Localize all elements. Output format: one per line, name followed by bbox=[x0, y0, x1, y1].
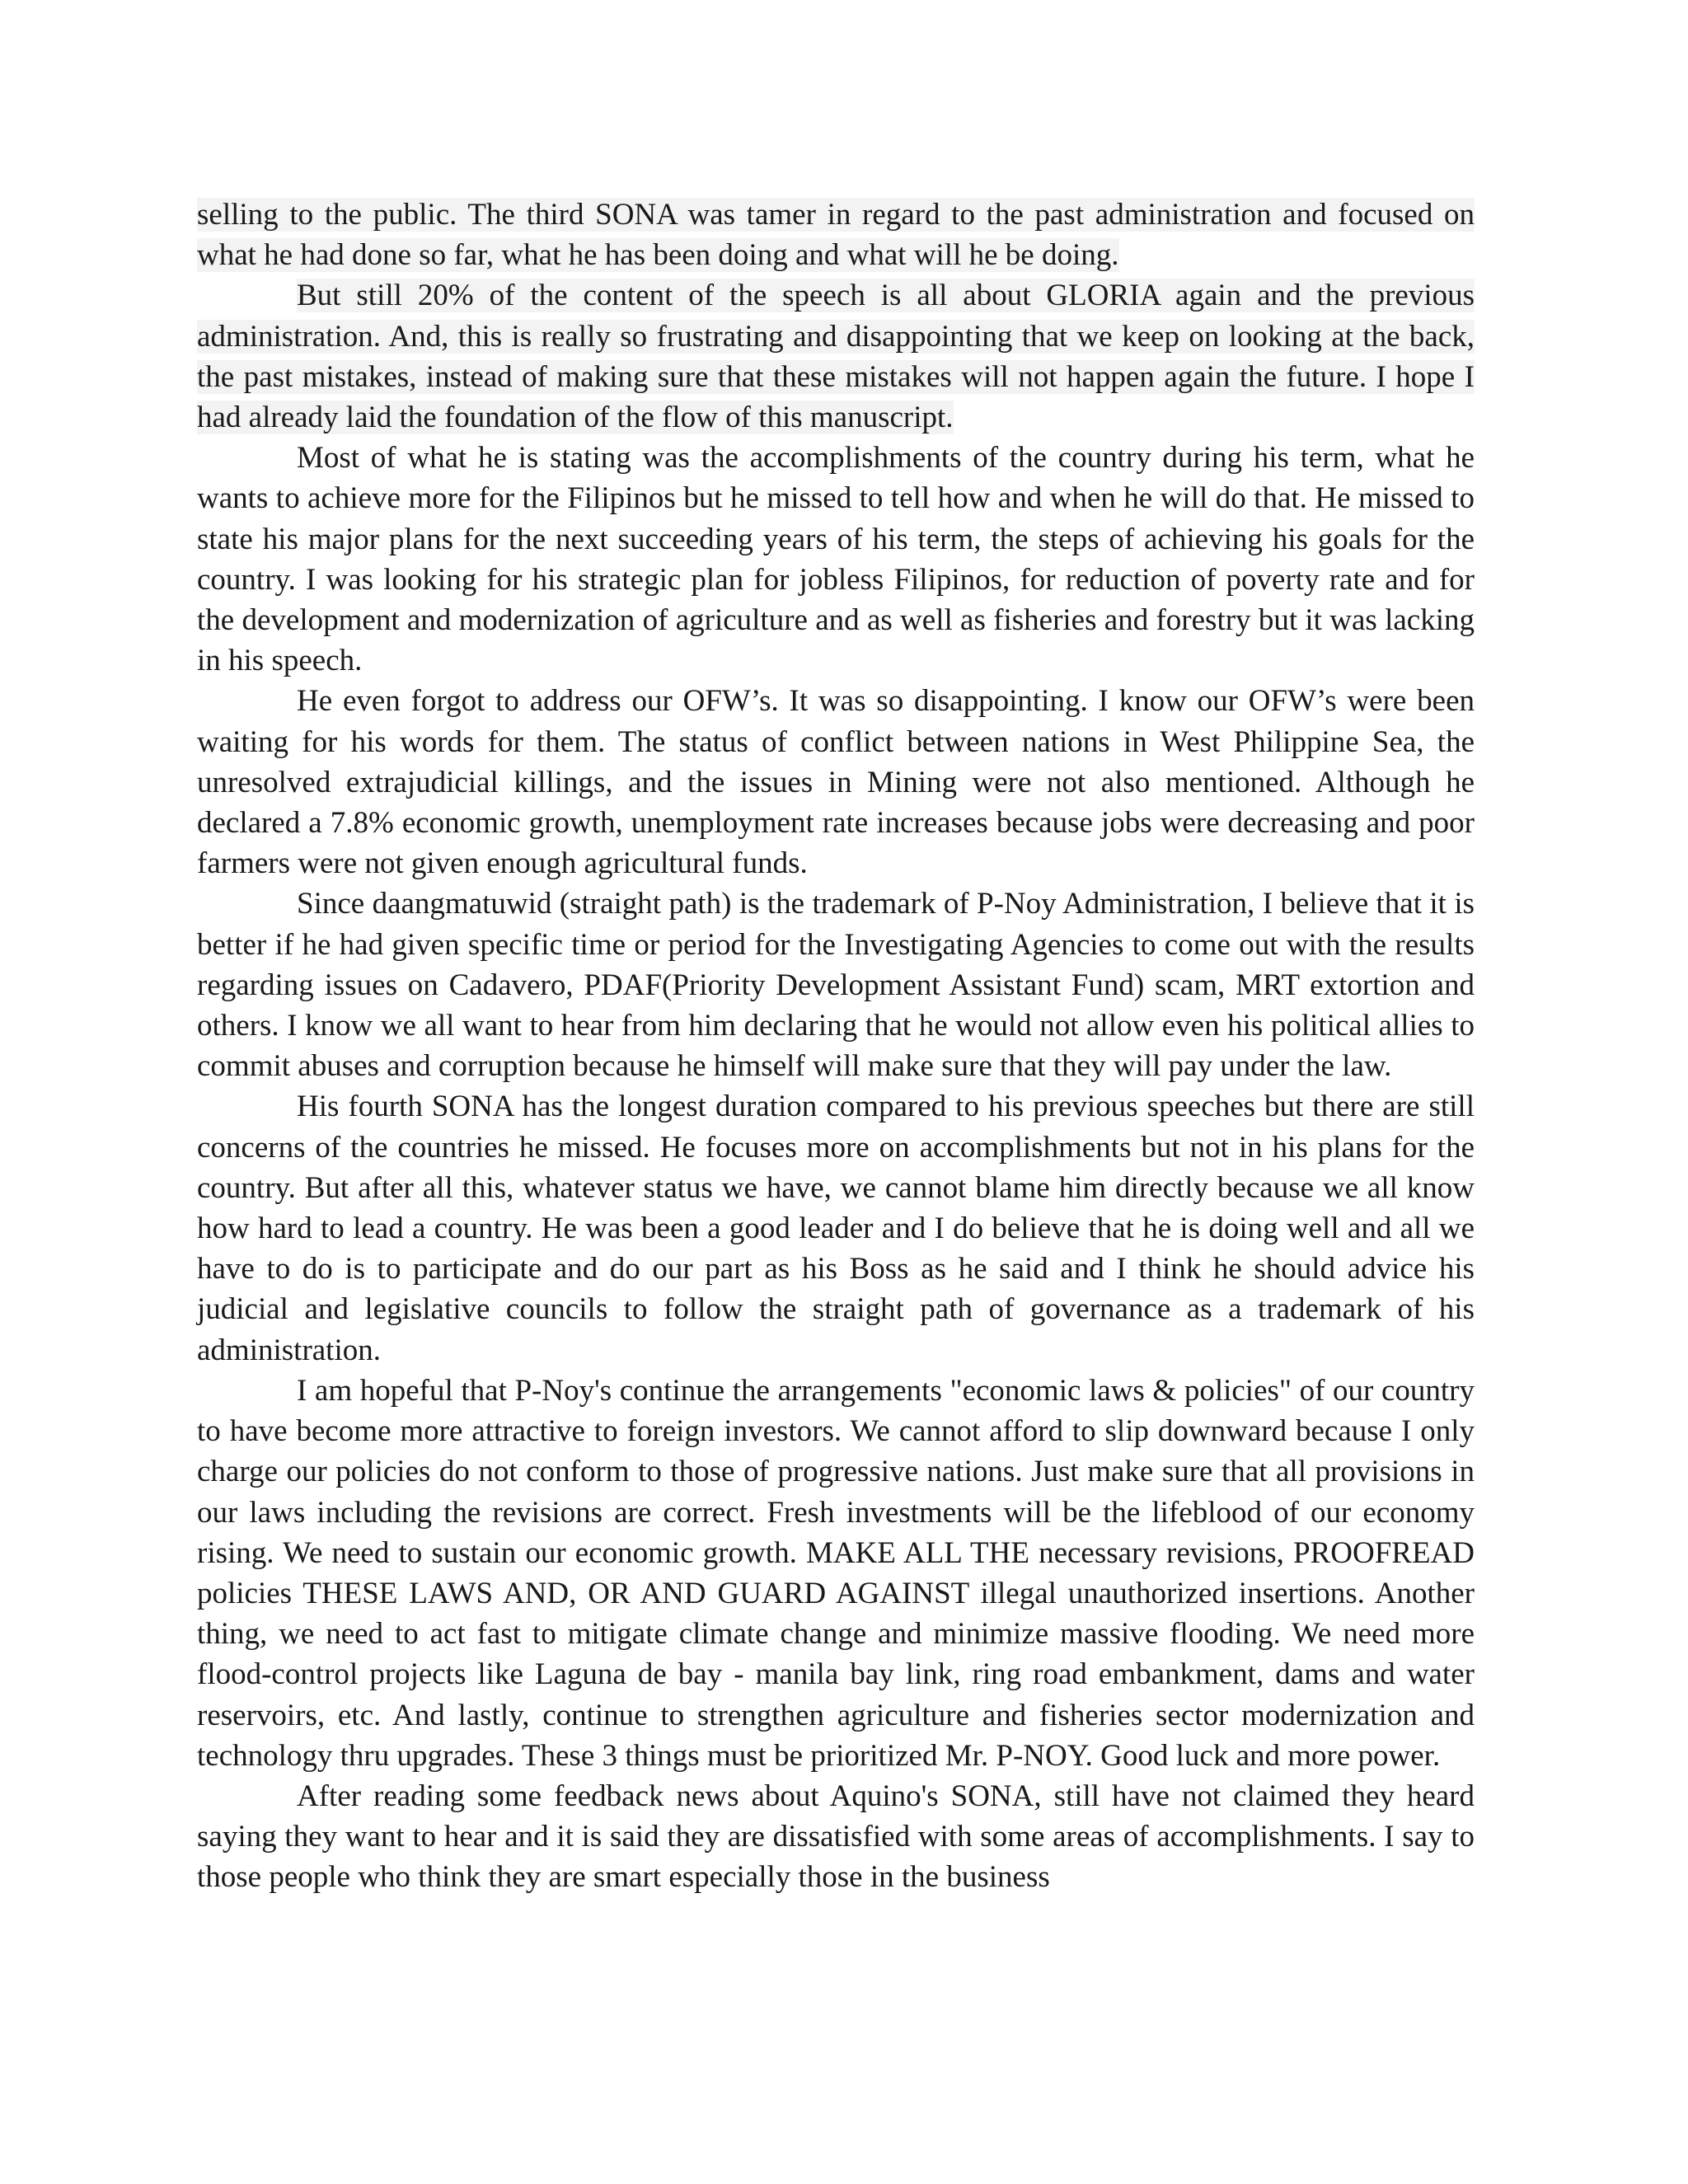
paragraph-1-text: selling to the public. The third SONA was tamer in regard to the past administration and focused on what he had done so far, what he has been doing and what will he be doing. bbox=[197, 198, 1475, 273]
document-page bbox=[197, 194, 1475, 1898]
paragraph-8: After reading some feedback news about Aquino's SONA, still have not claimed they heard saying they want to hear and it is said they are dissatisfied with some areas of accomplishments. I say to those people who think they are smart especially those in the business bbox=[197, 1779, 1475, 1895]
paragraph-2-text: But still 20% of the content of the speech is all about GLORIA again and the previous administration. And, this is really so frustrating and disappointing that we keep on looking at the back, the past mistakes, instead of making sure that these mistakes will not happen again the future. I hope I had already laid the foundation of the flow of this manuscript. bbox=[197, 279, 1475, 435]
paragraph-1 bbox=[197, 194, 1475, 275]
paragraph-5: Since daangmatuwid (straight path) is the trademark of P-Noy Administration, I believe that it is better if he had given specific time or period for the Investigating Agencies to come out with the results regarding issues on Cadavero, PDAF(Priority Development Assistant Fund) scam, MRT extortion and others. I know we all want to hear from him declaring that he would not allow even his political allies to commit abuses and corruption because he himself will make sure that they will pay under the law. bbox=[197, 887, 1475, 1084]
paragraph-6: His fourth SONA has the longest duration compared to his previous speeches but there are still concerns of the countries he missed. He focuses more on accomplishments but not in his plans for the country. But after all this, whatever status we have, we cannot blame him directly because we all know how hard to lead a country. He was been a good leader and I do believe that he is doing well and all we have to do is to participate and do our part as his Boss as he said and I think he should advice his judicial and legislative councils to follow the straight path of governance as a trademark of his administration. bbox=[197, 1090, 1475, 1367]
paragraph-7: I am hopeful that P-Noy's continue the arrangements "economic laws & policies" of our country to have become more attractive to foreign investors. We cannot afford to slip downward because I only charge our policies do not conform to those of progressive nations. Just make sure that all provisions in our laws including the revisions are correct. Fresh investments will be the lifeblood of our economy rising. We need to sustain our economic growth. MAKE ALL THE necessary revisions, PROOFREAD policies THESE LAWS AND, OR AND GUARD AGAINST illegal unauthorized insertions. Another thing, we need to act fast to mitigate climate change and minimize massive flooding. We need more flood-control projects like Laguna de bay - manila bay link, ring road embankment, dams and water reservoirs, etc. And lastly, continue to strengthen agriculture and fisheries sector modernization and technology thru upgrades. These 3 things must be prioritized Mr. P-NOY. Good luck and more power. bbox=[197, 1373, 1475, 1773]
paragraph-2 bbox=[197, 275, 1475, 438]
paragraph-3: Most of what he is stating was the accomplishments of the country during his term, what he wants to achieve more for the Filipinos but he missed to tell how and when he will do that. He missed to state his major plans for the next succeeding years of his term, the steps of achieving his goals for the country. I was looking for his strategic plan for jobless Filipinos, for reduction of poverty rate and for the development and modernization of agriculture and as well as fisheries and forestry but it was lacking in his speech. bbox=[197, 441, 1475, 678]
paragraph-4: He even forgot to address our OFW’s. It was so disappointing. I know our OFW’s were been waiting for his words for them. The status of conflict between nations in West Philippine Sea, the unresolved extrajudicial killings, and the issues in Mining were not also mentioned. Although he declared a 7.8% economic growth, unemployment rate increases because jobs were decreasing and poor farmers were not given enough agricultural funds. bbox=[197, 684, 1475, 881]
